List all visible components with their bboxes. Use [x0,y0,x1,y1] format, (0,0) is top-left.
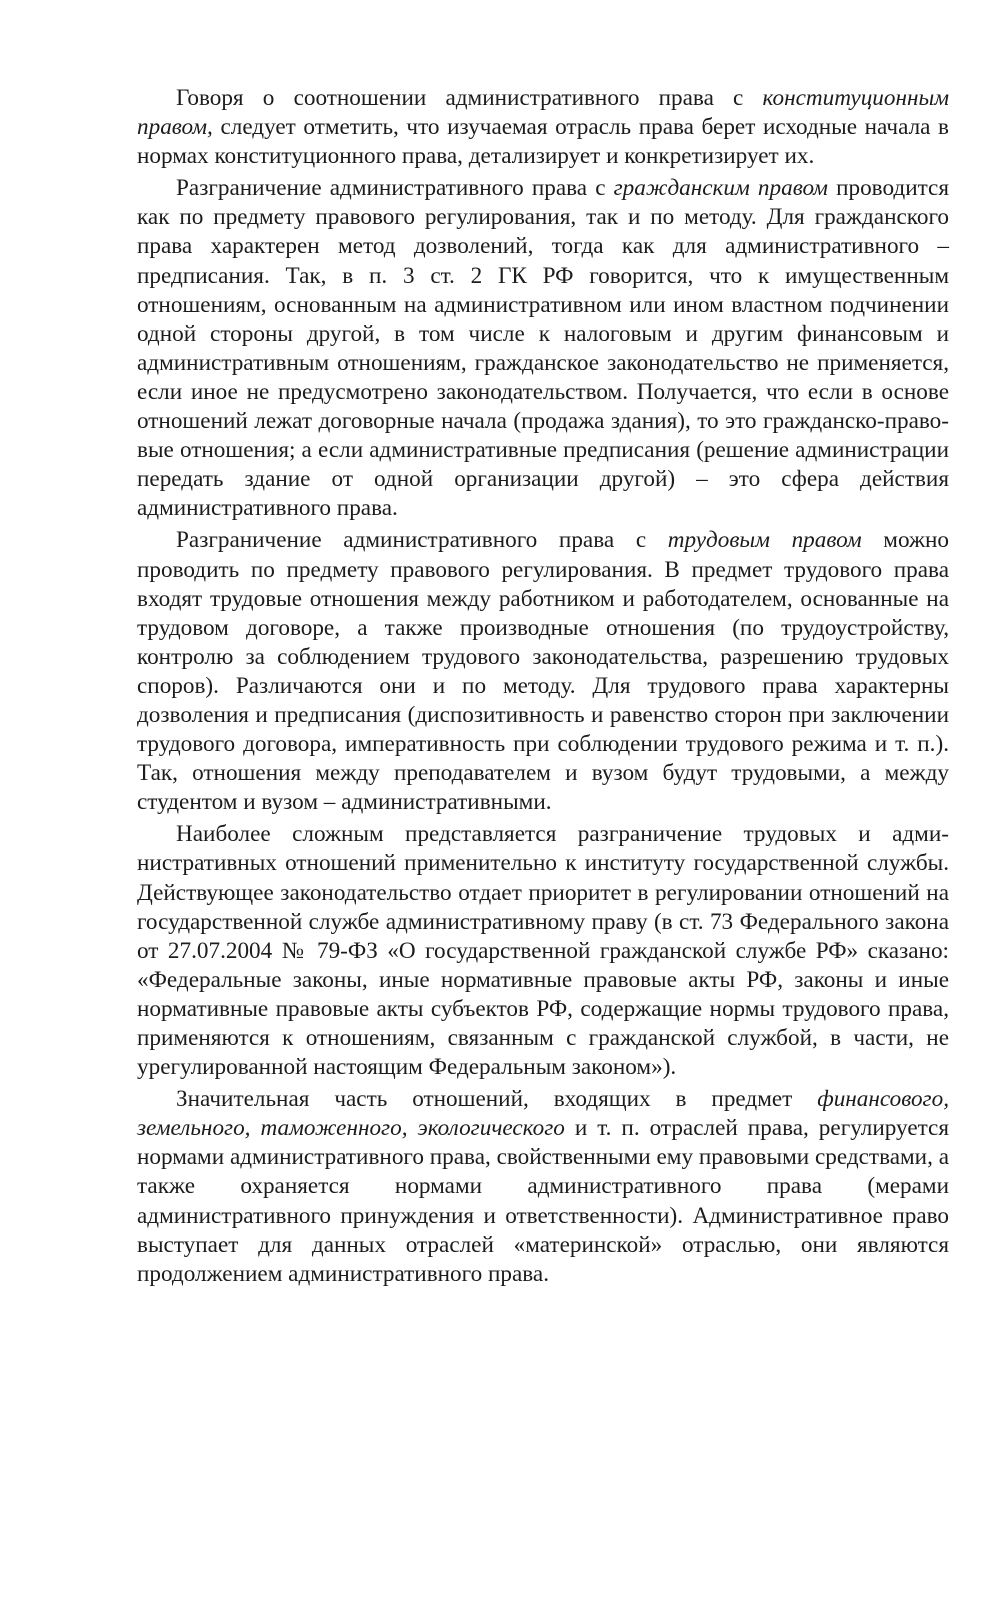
paragraph-labor-law [137,526,949,817]
paragraph-text: Значительная часть отношений, входящих в предмет [176,1086,818,1113]
paragraph-text: следует отметить, что изучаемая отрасль права берет исходные начала в нормах конституционного права, детализирует и конкретизирует их. [137,114,949,170]
document-page [137,84,949,1289]
paragraph-text: можно проводить по предмету правового регулирования. В предмет трудового права входят трудовые отношения между работником и работодателем, основанные на трудовом договоре, а также производные отношения (по трудоустройству, контролю за соблюдением трудового законодательства, разрешению трудовых споров). Различаются они и по методу. Для трудового права характерны дозволения и предписания (диспозитивность и равенство сторон при заключении трудового договора, императивность при соблюдении трудового режима и т. п.). Так, отношения между преподавателем и вузом будут трудовыми, а между студентом и вузом – административными. [137,527,949,816]
paragraph-text: Разграничение административного права с [176,527,668,554]
emphasis-term: трудовым правом [667,527,862,554]
paragraph-text: Говоря о соотношении административного права с [176,85,763,111]
emphasis-term: конституционным правом, [137,85,949,141]
paragraph-text: Наиболее сложным представляется разграничение трудовых и административных отношений применительно к институту государственной службы. Действующее законодательство отдает приоритет в регулировании отношений на государственной службе административному праву (в ст. 73 Федерального закона от 27.07.2004 № 79-ФЗ «О государственной гражданской службе РФ» сказано: «Федеральные законы, иные нормативные правовые акты РФ, законы и иные нормативные правовые акты субъектов РФ, содержащие нормы трудового права, применяются к отношениям, связанным с гражданской службой, в части, не урегулированной настоящим Федеральным законом»). [137,821,949,1081]
emphasis-term: финансового, земельного, таможенного, экологического [137,1086,949,1142]
paragraph-civil-law [137,174,949,523]
paragraph-civil-service [137,820,949,1082]
paragraph-text: проводится как по предмету правового регулирования, так и по методу. Для гражданского права характерен метод дозволений, тогда как для административного – предписания. Так, в п. 3 ст. 2 ГК РФ говорится, что к имущественным отношениям, основанным на административном или ином властном подчинении одной стороны другой, в том числе к налоговым и другим финансовым и административным отношениям, гражданское законодательство не применяется, если иное не предусмотрено законодательством. Получается, что если в основе отношений лежат договорные начала (продажа здания), то это гражданско-правовые отношения; а если административные предписания (решение администрации передать здание от одной организации другой) – это сфера действия административного права. [137,175,949,522]
paragraph-text: Разграничение административного права с [176,175,614,202]
paragraph-other-branches [137,1085,949,1289]
paragraph-constitutional-law [137,84,949,171]
emphasis-term: гражданским правом [613,175,828,202]
paragraph-text: и т. п. отраслей права, регулируется нормами административного права, свойственными ему правовыми средствами, а также охраняется нормами административного права (мерами административного принуждения и ответственности). Административное право выступает для данных отраслей «материнской» отраслью, они являются продолжением административного права. [137,1115,949,1287]
